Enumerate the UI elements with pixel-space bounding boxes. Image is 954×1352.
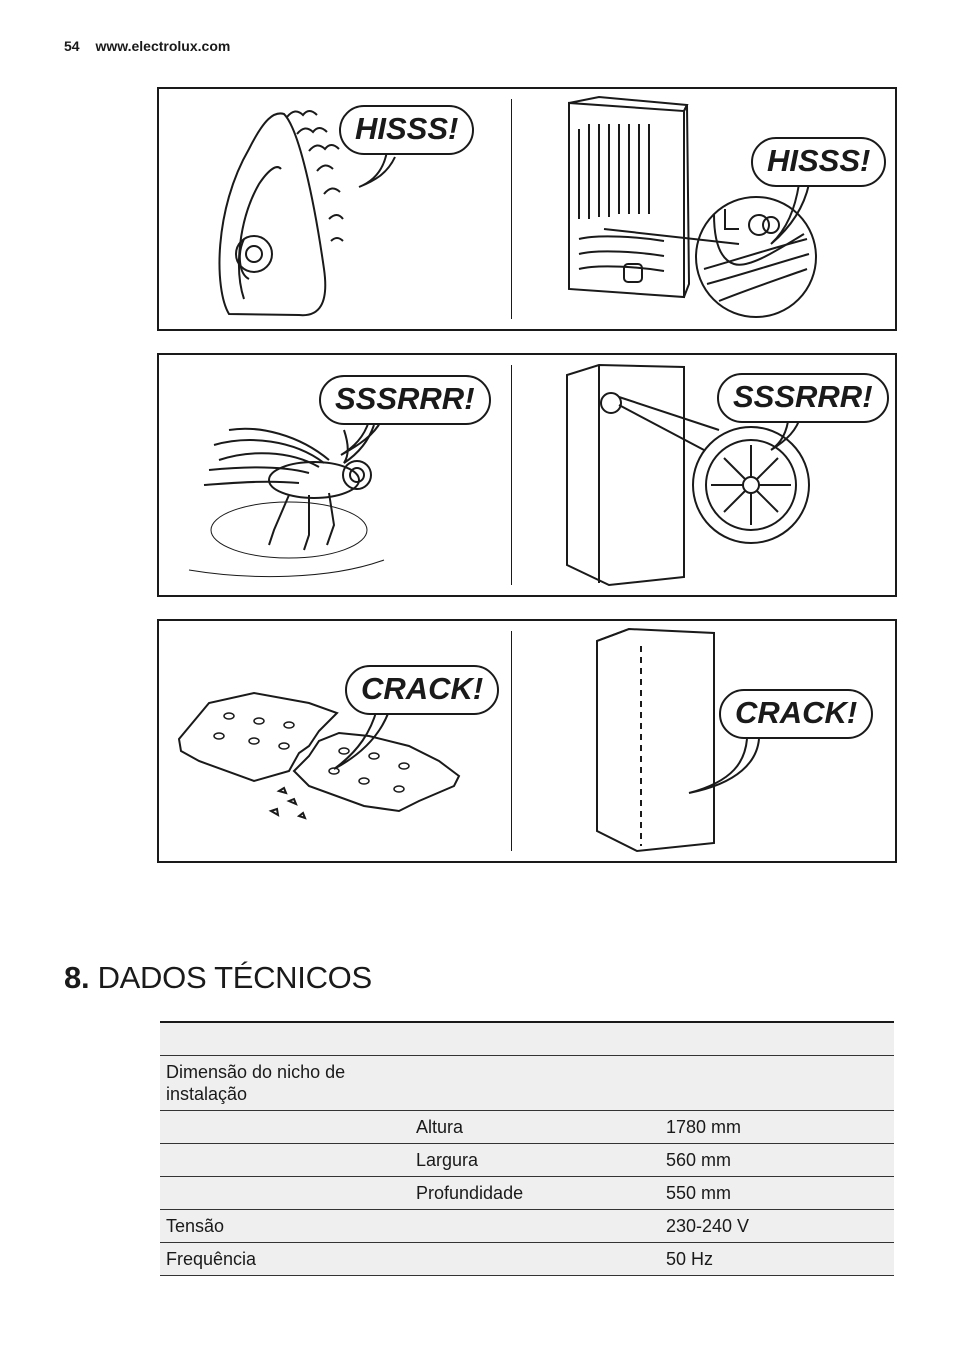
speech-bubble-right: SSSRRR! bbox=[717, 373, 889, 423]
panel-divider bbox=[511, 99, 512, 319]
website-url: www.electrolux.com bbox=[95, 38, 231, 54]
speech-bubble-left: CRACK! bbox=[345, 665, 499, 715]
page-number: 54 bbox=[64, 38, 80, 54]
speech-bubble-right: CRACK! bbox=[719, 689, 873, 739]
table-cell: 1780 mm bbox=[654, 1111, 894, 1144]
table-header-row bbox=[160, 1022, 894, 1056]
section-title bbox=[64, 960, 372, 996]
table-cell: 50 Hz bbox=[654, 1243, 894, 1276]
table-cell: 230-240 V bbox=[654, 1210, 894, 1243]
table-cell: Largura bbox=[404, 1144, 654, 1177]
section-number: 8. bbox=[64, 960, 90, 995]
page-header bbox=[64, 38, 230, 54]
panel-divider bbox=[511, 365, 512, 585]
table-cell bbox=[160, 1144, 404, 1177]
table-cell bbox=[404, 1243, 654, 1276]
table-cell bbox=[404, 1210, 654, 1243]
cracker-and-fridge-illustration bbox=[159, 621, 899, 865]
table-cell bbox=[654, 1056, 894, 1111]
table-cell: Dimensão do nicho de instalação bbox=[160, 1056, 404, 1111]
table-cell: 560 mm bbox=[654, 1144, 894, 1177]
table-cell: Frequência bbox=[160, 1243, 404, 1276]
speech-bubble-left: HISSS! bbox=[339, 105, 474, 155]
table-cell: Profundidade bbox=[404, 1177, 654, 1210]
table-row bbox=[160, 1177, 894, 1210]
illustration-panel-sssrrr bbox=[157, 353, 897, 597]
table-cell: 550 mm bbox=[654, 1177, 894, 1210]
illustration-panel-hiss bbox=[157, 87, 897, 331]
table-row bbox=[160, 1144, 894, 1177]
technical-data-table bbox=[160, 1021, 894, 1276]
table-cell: Tensão bbox=[160, 1210, 404, 1243]
speech-bubble-left: SSSRRR! bbox=[319, 375, 491, 425]
panel-divider bbox=[511, 631, 512, 851]
table-cell bbox=[160, 1177, 404, 1210]
illustration-panel-crack bbox=[157, 619, 897, 863]
table-cell: Altura bbox=[404, 1111, 654, 1144]
table-cell bbox=[160, 1022, 404, 1056]
table-cell bbox=[160, 1111, 404, 1144]
table-row bbox=[160, 1243, 894, 1276]
speech-bubble-right: HISSS! bbox=[751, 137, 886, 187]
table-row bbox=[160, 1056, 894, 1111]
iron-and-coils-illustration bbox=[159, 89, 899, 333]
section-heading: DADOS TÉCNICOS bbox=[97, 960, 372, 995]
table-cell bbox=[404, 1056, 654, 1111]
table-cell bbox=[654, 1022, 894, 1056]
table-row bbox=[160, 1111, 894, 1144]
table-cell bbox=[404, 1022, 654, 1056]
table-row bbox=[160, 1210, 894, 1243]
